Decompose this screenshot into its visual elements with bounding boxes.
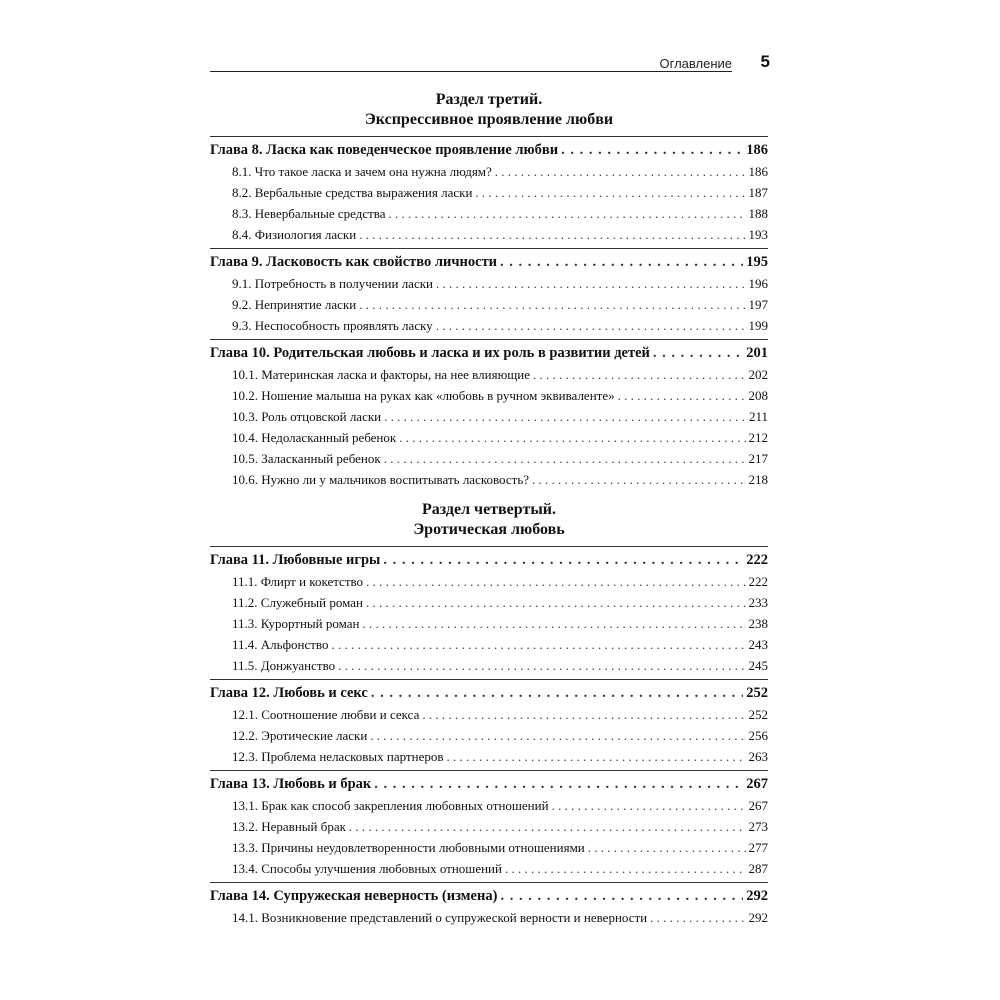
- dot-leader: [374, 774, 743, 795]
- chapter-entry[interactable]: [210, 770, 768, 795]
- chapter-title: Глава 14. Супружеская неверность (измена): [210, 888, 498, 904]
- subsection-entry[interactable]: [210, 837, 768, 858]
- subsection-title: 10.4. Недоласканный ребенок: [232, 430, 397, 445]
- dot-leader: [370, 725, 745, 746]
- subsection-title: 9.1. Потребность в получении ласки: [232, 276, 433, 291]
- subsection-title: 11.2. Служебный роман: [232, 595, 363, 610]
- dot-leader: [349, 816, 746, 837]
- subsection-entry[interactable]: [210, 746, 768, 767]
- subsection-entry[interactable]: [210, 182, 768, 203]
- subsection-title: 8.4. Физиология ласки: [232, 227, 357, 242]
- chapter-title: Глава 9. Ласковость как свойство личности: [210, 254, 498, 270]
- subsection-title: 14.1. Возникновение представлений о супружеской верности и неверности: [232, 910, 648, 925]
- dot-leader: [384, 406, 746, 427]
- subsection-page: 211: [748, 409, 768, 424]
- dot-leader: [505, 858, 746, 879]
- chapter-page: 252: [746, 685, 768, 701]
- subsection-title: 13.4. Способы улучшения любовных отношений: [232, 861, 502, 876]
- dot-leader: [384, 448, 746, 469]
- section-heading-3: [210, 90, 768, 130]
- section-spacer: [210, 490, 768, 500]
- subsection-title: 11.3. Курортный роман: [232, 616, 360, 631]
- subsection-title: 10.2. Ношение малыша на руках как «любовь в ручном эквиваленте»: [232, 388, 615, 403]
- subsection-entry[interactable]: [210, 704, 768, 725]
- subsection-entry[interactable]: [210, 315, 768, 336]
- section-heading-4: [210, 500, 768, 540]
- subsection-page: 277: [748, 840, 768, 855]
- dot-leader: [446, 746, 745, 767]
- subsection-entry[interactable]: [210, 469, 768, 490]
- subsection-entry[interactable]: [210, 273, 768, 294]
- subsection-page: 199: [748, 318, 768, 333]
- subsection-page: 218: [748, 472, 768, 487]
- subsection-page: 252: [748, 707, 768, 722]
- dot-leader: [363, 613, 746, 634]
- subsection-title: 11.1. Флирт и кокетство: [232, 574, 364, 589]
- subsection-page: 287: [748, 861, 768, 876]
- dot-leader: [650, 907, 745, 928]
- subsection-entry[interactable]: [210, 858, 768, 879]
- dot-leader: [366, 592, 746, 613]
- subsection-page: 245: [748, 658, 768, 673]
- subsection-entry[interactable]: [210, 725, 768, 746]
- dot-leader: [331, 634, 745, 655]
- dot-leader: [618, 385, 746, 406]
- subsection-entry[interactable]: [210, 816, 768, 837]
- subsection-title: 11.5. Донжуанство: [232, 658, 336, 673]
- subsection-title: 12.3. Проблема неласковых партнеров: [232, 749, 444, 764]
- subsection-page: 193: [748, 227, 768, 242]
- subsection-title: 12.2. Эротические ласки: [232, 728, 368, 743]
- section-title: Эротическая любовь: [413, 521, 565, 538]
- dot-leader: [500, 252, 743, 273]
- subsection-page: 233: [748, 595, 768, 610]
- subsection-entry[interactable]: [210, 294, 768, 315]
- chapter-page: 201: [746, 345, 768, 361]
- subsection-entry[interactable]: [210, 592, 768, 613]
- subsection-title: 8.3. Невербальные средства: [232, 206, 386, 221]
- dot-leader: [436, 315, 746, 336]
- subsection-title: 9.3. Неспособность проявлять ласку: [232, 318, 433, 333]
- subsection-entry[interactable]: [210, 634, 768, 655]
- subsection-title: 8.1. Что такое ласка и зачем она нужна людям?: [232, 164, 492, 179]
- subsection-title: 10.6. Нужно ли у мальчиков воспитывать ласковость?: [232, 472, 530, 487]
- subsection-entry[interactable]: [210, 571, 768, 592]
- subsection-title: 10.5. Заласканный ребенок: [232, 451, 381, 466]
- subsection-page: 263: [748, 749, 768, 764]
- subsection-entry[interactable]: [210, 385, 768, 406]
- running-header: [210, 54, 770, 76]
- chapter-entry[interactable]: [210, 679, 768, 704]
- subsection-page: 186: [748, 164, 768, 179]
- header-title: Оглавление: [659, 56, 732, 71]
- dot-leader: [359, 294, 745, 315]
- chapter-entry[interactable]: [210, 339, 768, 364]
- subsection-page: 202: [748, 367, 768, 382]
- dot-leader: [366, 571, 745, 592]
- chapter-title: Глава 8. Ласка как поведенческое проявление любви: [210, 142, 559, 158]
- subsection-entry[interactable]: [210, 655, 768, 676]
- chapter-page: 186: [746, 142, 768, 158]
- dot-leader: [475, 182, 745, 203]
- chapter-entry[interactable]: [210, 882, 768, 907]
- dot-leader: [495, 161, 746, 182]
- subsection-entry[interactable]: [210, 161, 768, 182]
- subsection-page: 196: [748, 276, 768, 291]
- chapter-entry[interactable]: [210, 546, 768, 571]
- dot-leader: [338, 655, 745, 676]
- dot-leader: [399, 427, 745, 448]
- dot-leader: [436, 273, 746, 294]
- chapter-title: Глава 10. Родительская любовь и ласка и их роль в развитии детей: [210, 345, 650, 361]
- section-title: Экспрессивное проявление любви: [364, 111, 614, 128]
- subsection-page: 187: [748, 185, 768, 200]
- subsection-page: 208: [748, 388, 768, 403]
- subsection-title: 8.2. Вербальные средства выражения ласки: [232, 185, 473, 200]
- subsection-page: 222: [748, 574, 768, 589]
- chapter-entry[interactable]: [210, 136, 768, 161]
- section-label: Раздел четвертый.: [421, 501, 557, 518]
- chapter-page: 267: [746, 776, 768, 792]
- chapter-title: Глава 11. Любовные игры: [210, 552, 381, 568]
- subsection-page: 212: [748, 430, 768, 445]
- dot-leader: [389, 203, 746, 224]
- chapter-entry[interactable]: [210, 248, 768, 273]
- dot-leader: [371, 683, 743, 704]
- subsection-entry[interactable]: [210, 203, 768, 224]
- chapter-page: 292: [746, 888, 768, 904]
- subsection-page: 188: [748, 206, 768, 221]
- subsection-page: 197: [748, 297, 768, 312]
- dot-leader: [359, 224, 745, 245]
- subsection-entry[interactable]: [210, 364, 768, 385]
- subsection-page: 267: [748, 798, 768, 813]
- subsection-title: 13.1. Брак как способ закрепления любовных отношений: [232, 798, 549, 813]
- subsection-entry[interactable]: [210, 448, 768, 469]
- subsection-title: 9.2. Непринятие ласки: [232, 297, 357, 312]
- dot-leader: [500, 886, 743, 907]
- subsection-entry[interactable]: [210, 907, 768, 928]
- dot-leader: [533, 364, 745, 385]
- subsection-entry[interactable]: [210, 427, 768, 448]
- subsection-entry[interactable]: [210, 795, 768, 816]
- subsection-page: 217: [748, 451, 768, 466]
- subsection-page: 273: [748, 819, 768, 834]
- dot-leader: [422, 704, 745, 725]
- page-number: 5: [760, 52, 770, 71]
- dot-leader: [532, 469, 745, 490]
- chapter-page: 222: [746, 552, 768, 568]
- subsection-page: 238: [748, 616, 768, 631]
- dot-leader: [552, 795, 746, 816]
- dot-leader: [653, 343, 743, 364]
- dot-leader: [383, 550, 743, 571]
- table-of-contents: [210, 90, 768, 928]
- subsection-entry[interactable]: [210, 613, 768, 634]
- subsection-title: 10.1. Материнская ласка и факторы, на нее влияющие: [232, 367, 531, 382]
- dot-leader: [588, 837, 746, 858]
- subsection-entry[interactable]: [210, 224, 768, 245]
- subsection-title: 12.1. Соотношение любви и секса: [232, 707, 420, 722]
- chapter-title: Глава 12. Любовь и секс: [210, 685, 368, 701]
- subsection-page: 243: [748, 637, 768, 652]
- subsection-title: 13.2. Неравный брак: [232, 819, 346, 834]
- header-rule: [210, 71, 732, 72]
- subsection-title: 13.3. Причины неудовлетворенности любовными отношениями: [232, 840, 585, 855]
- subsection-title: 11.4. Альфонство: [232, 637, 329, 652]
- chapter-title: Глава 13. Любовь и брак: [210, 776, 372, 792]
- chapter-page: 195: [746, 254, 768, 270]
- subsection-page: 292: [748, 910, 768, 925]
- subsection-title: 10.3. Роль отцовской ласки: [232, 409, 382, 424]
- subsection-entry[interactable]: [210, 406, 768, 427]
- subsection-page: 256: [748, 728, 768, 743]
- dot-leader: [561, 140, 743, 161]
- section-label: Раздел третий.: [435, 91, 543, 108]
